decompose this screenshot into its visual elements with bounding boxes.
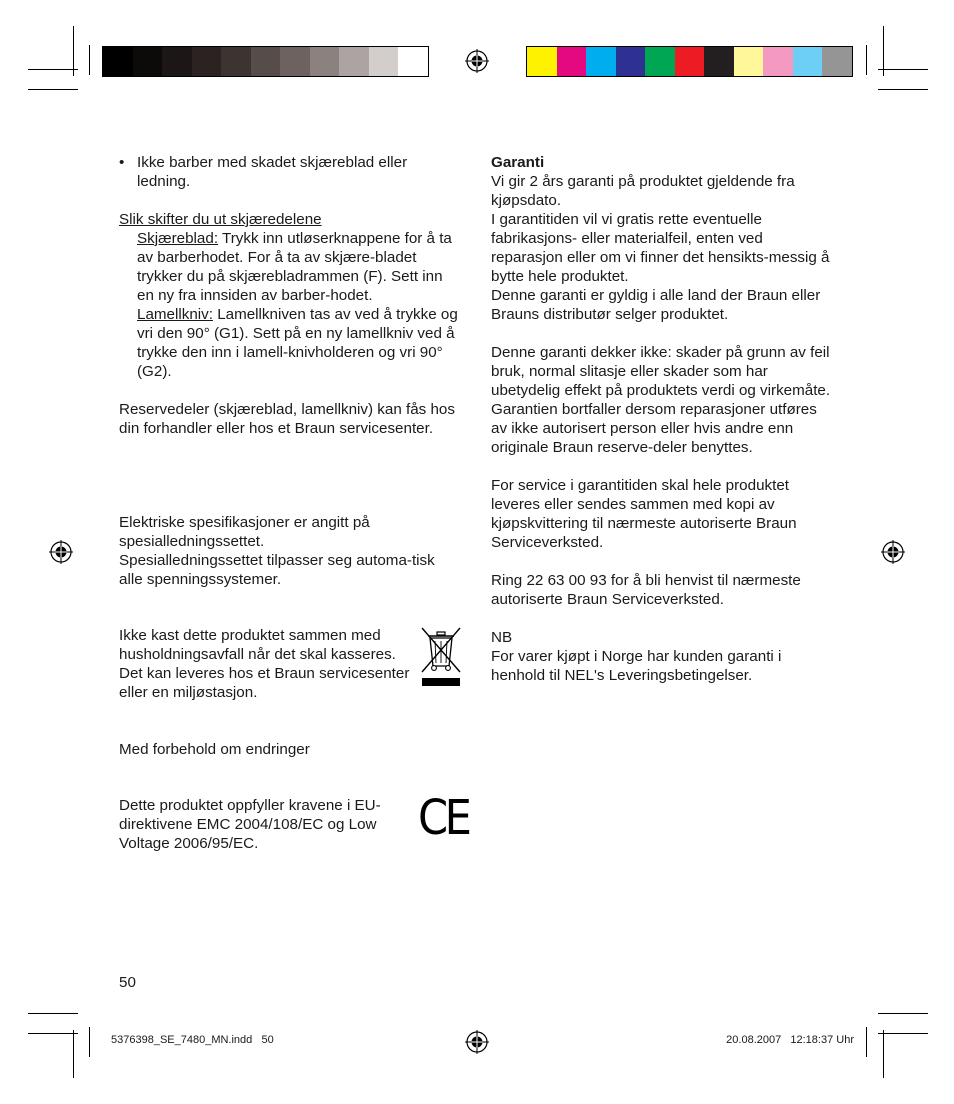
crop-mark	[28, 69, 78, 70]
registration-mark-icon	[465, 49, 489, 73]
changes-section	[119, 740, 459, 759]
color-swatch	[586, 47, 616, 76]
color-swatch	[162, 47, 192, 76]
ce-mark-icon: CE	[418, 790, 469, 846]
color-swatch	[557, 47, 587, 76]
color-swatch	[133, 47, 163, 76]
color-swatch	[310, 47, 340, 76]
color-swatch	[763, 47, 793, 76]
warranty-paragraph-7: For varer kjøpt i Norge har kunden garanti i henhold til NEL's Leveringsbetingelser.	[491, 648, 782, 684]
warranty-paragraph-1: Vi gir 2 års garanti på produktet gjeldende fra kjøpsdato.	[491, 173, 795, 209]
warranty-paragraph-5: For service i garantitiden skal hele produktet leveres eller sendes sammen med kopi av kjøpskvittering til nærmeste autoriserte Braun Serviceverksted.	[491, 477, 797, 551]
changes-text: Med forbehold om endringer	[119, 741, 310, 758]
color-swatch	[369, 47, 399, 76]
crop-mark	[878, 89, 928, 90]
blade-instruction	[119, 229, 459, 305]
warranty-paragraph-3: Denne garanti er gyldig i alle land der Braun eller Brauns distributør selger produktet.	[491, 287, 821, 323]
color-swatch	[280, 47, 310, 76]
blade-label: Skjæreblad:	[137, 230, 219, 247]
conformity-paragraph: Dette produktet oppfyller kravene i EU-direktivene EMC 2004/108/EC og Low Voltage 2006/95/EC.	[119, 797, 381, 852]
color-swatch	[398, 47, 428, 76]
footer-timestamp: 20.08.2007 12:18:37 Uhr	[726, 1034, 854, 1046]
color-swatch	[192, 47, 222, 76]
crop-mark	[28, 89, 78, 90]
nb-label: NB	[491, 629, 513, 646]
page-number: 50	[119, 974, 136, 991]
color-swatch	[103, 47, 133, 76]
color-swatch	[793, 47, 823, 76]
crop-mark	[878, 1033, 928, 1034]
spares-paragraph: Reservedeler (skjæreblad, lamellkniv) kan fås hos din forhandler eller hos et Braun servicesenter.	[119, 401, 455, 437]
color-swatch	[675, 47, 705, 76]
disposal-paragraph: Ikke kast dette produktet sammen med husholdningsavfall når det skal kasseres. Det kan leveres hos et Braun servicesenter eller en miljøstasjon.	[119, 627, 410, 701]
registration-mark-icon	[49, 540, 73, 564]
color-swatch	[704, 47, 734, 76]
warranty-paragraph-4: Denne garanti dekker ikke: skader på grunn av feil bruk, normal slitasje eller skader som har ubetydelig effekt på produktets verdi og virkemåte. Garantien bortfaller dersom reparasjoner utføres av ikke autorisert person eller hvis andre enn originale Braun reserve-deler benyttes.	[491, 344, 831, 456]
crop-mark	[89, 45, 90, 75]
cutter-label: Lamellkniv:	[137, 306, 213, 323]
warranty-paragraph-6: Ring 22 63 00 93 for å bli henvist til nærmeste autoriserte Braun Serviceverksted.	[491, 572, 801, 608]
color-swatch	[645, 47, 675, 76]
crop-mark	[878, 69, 928, 70]
blade-text: Trykk inn utløserknappene for å ta av barberhodet. For å ta av skjære-bladet trykker du på skjærebladrammen (F). Sett inn en ny fra innsiden av barber-hodet.	[137, 230, 452, 304]
color-swatch	[822, 47, 852, 76]
cutter-instruction	[119, 305, 459, 381]
grayscale-color-bar	[102, 46, 429, 77]
disposal-section	[119, 626, 419, 702]
crop-mark	[878, 1013, 928, 1014]
crossed-out-bin-icon	[420, 626, 462, 688]
crop-mark	[866, 1027, 867, 1057]
conformity-section	[119, 796, 399, 853]
color-swatch	[251, 47, 281, 76]
color-swatch	[734, 47, 764, 76]
warranty-heading: Garanti	[491, 154, 545, 171]
process-color-bar	[526, 46, 853, 77]
right-column	[491, 153, 836, 685]
replace-heading: Slik skifter du ut skjæredelene	[119, 211, 322, 228]
crop-mark	[866, 45, 867, 75]
bullet-item: • Ikke barber med skadet skjæreblad eller ledning.	[119, 154, 408, 190]
color-swatch	[616, 47, 646, 76]
registration-mark-icon	[465, 1030, 489, 1054]
color-swatch	[221, 47, 251, 76]
registration-mark-icon	[881, 540, 905, 564]
warranty-paragraph-2: I garantitiden vil vi gratis rette eventuelle fabrikasjons- eller materialfeil, enten ved reparasjon eller om vi finner det hensikts-messig å bytte hele produktet.	[491, 211, 830, 285]
electric-paragraph-2: Spesialledningssettet tilpasser seg automa-tisk alle spenningssystemer.	[119, 552, 435, 588]
cutter-text: Lamellkniven tas av ved å trykke og vri den 90° (G1). Sett på en ny lamellkniv ved å trykke den inn i lamell-knivholderen og vri 90° (G2).	[137, 306, 458, 380]
footer-filename: 5376398_SE_7480_MN.indd 50	[111, 1034, 274, 1046]
electric-section	[119, 513, 459, 589]
electric-paragraph-1: Elektriske spesifikasjoner er angitt på spesialledningssettet.	[119, 514, 370, 550]
crop-mark	[28, 1033, 78, 1034]
crop-mark	[89, 1027, 90, 1057]
color-swatch	[339, 47, 369, 76]
crop-mark	[28, 1013, 78, 1014]
crop-mark	[883, 1030, 884, 1078]
left-column	[119, 153, 459, 438]
color-swatch	[527, 47, 557, 76]
crop-mark	[73, 1030, 74, 1078]
bullet-text: Ikke barber med skadet skjæreblad eller ledning.	[137, 154, 408, 190]
